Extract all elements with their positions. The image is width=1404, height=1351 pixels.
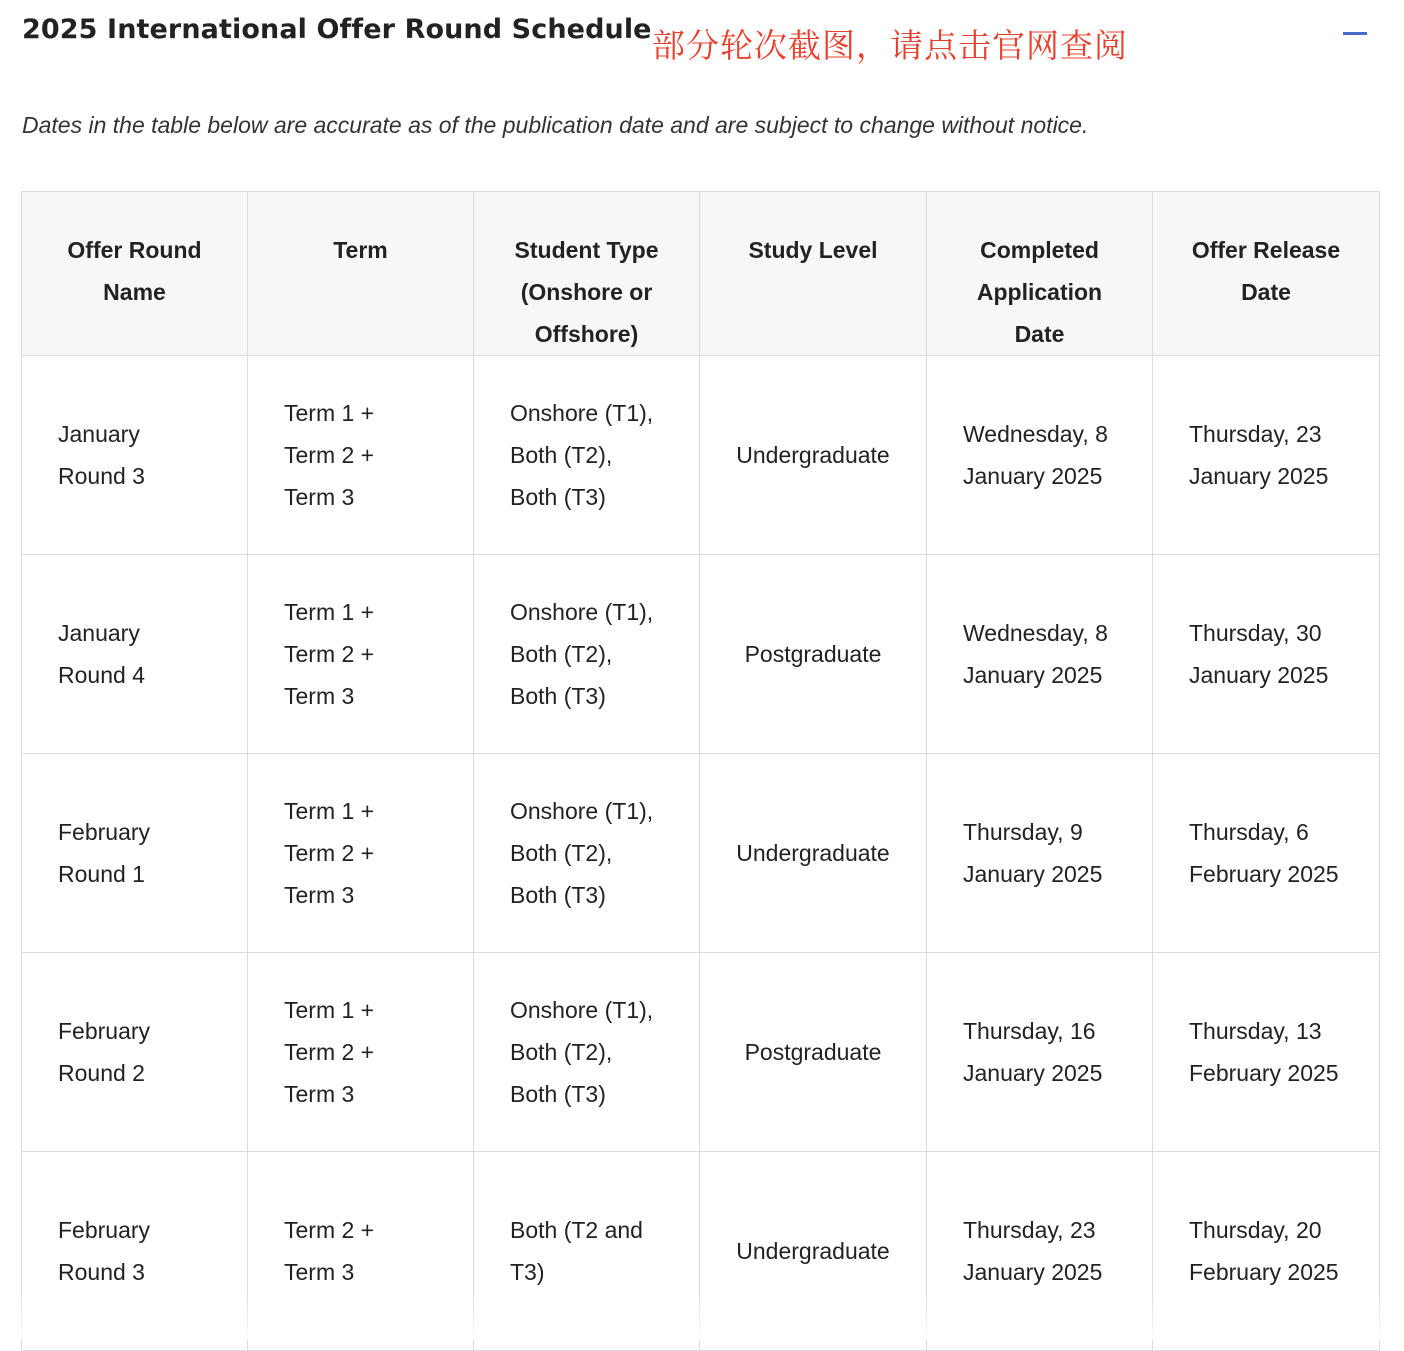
cell-student-type: Onshore (T1), Both (T2), Both (T3) (474, 754, 700, 953)
table-row (22, 356, 1380, 555)
cell-term: Term 2 + Term 3 (248, 1152, 474, 1351)
cell-completed-date: Thursday, 16 January 2025 (927, 953, 1153, 1152)
cell-completed-date: Thursday, 23 January 2025 (927, 1152, 1153, 1351)
cell-round-name: February Round 2 (22, 953, 248, 1152)
table-row (22, 555, 1380, 754)
cell-term: Term 1 + Term 2 + Term 3 (248, 555, 474, 754)
table-row (22, 953, 1380, 1152)
table-row (22, 754, 1380, 953)
cell-completed-date: Wednesday, 8 January 2025 (927, 555, 1153, 754)
cell-completed-date: Wednesday, 8 January 2025 (927, 356, 1153, 555)
cell-release-date: Thursday, 30 January 2025 (1153, 555, 1380, 754)
cell-student-type: Onshore (T1), Both (T2), Both (T3) (474, 953, 700, 1152)
cell-student-type: Both (T2 and T3) (474, 1152, 700, 1351)
cell-release-date: Thursday, 6 February 2025 (1153, 754, 1380, 953)
cell-study-level: Undergraduate (700, 754, 927, 953)
cell-release-date: Thursday, 23 January 2025 (1153, 356, 1380, 555)
header-completed-application-date: Completed Application Date (927, 192, 1153, 356)
table-row (22, 1152, 1380, 1351)
cell-release-date: Thursday, 13 February 2025 (1153, 953, 1380, 1152)
cell-round-name: January Round 3 (22, 356, 248, 555)
cell-term: Term 1 + Term 2 + Term 3 (248, 754, 474, 953)
minus-icon (1343, 32, 1367, 35)
cell-term: Term 1 + Term 2 + Term 3 (248, 953, 474, 1152)
header-term: Term (248, 192, 474, 356)
page-title: 2025 International Offer Round Schedule (22, 14, 652, 45)
screenshot-annotation: 部分轮次截图，请点击官网查阅 (652, 26, 1128, 65)
cell-student-type: Onshore (T1), Both (T2), Both (T3) (474, 356, 700, 555)
collapse-button[interactable] (1340, 22, 1370, 44)
table-header-row (22, 192, 1380, 356)
header-student-type: Student Type (Onshore or Offshore) (474, 192, 700, 356)
section-header (22, 0, 1382, 80)
cell-student-type: Onshore (T1), Both (T2), Both (T3) (474, 555, 700, 754)
cell-study-level: Undergraduate (700, 356, 927, 555)
header-offer-release-date: Offer Release Date (1153, 192, 1380, 356)
cell-study-level: Undergraduate (700, 1152, 927, 1351)
cell-study-level: Postgraduate (700, 555, 927, 754)
offer-round-table (21, 191, 1380, 1351)
cell-term: Term 1 + Term 2 + Term 3 (248, 356, 474, 555)
header-study-level: Study Level (700, 192, 927, 356)
cell-round-name: February Round 3 (22, 1152, 248, 1351)
header-offer-round-name: Offer Round Name (22, 192, 248, 356)
cell-round-name: February Round 1 (22, 754, 248, 953)
cell-round-name: January Round 4 (22, 555, 248, 754)
disclaimer-text: Dates in the table below are accurate as of the publication date and are subject to change without notice. (22, 112, 1089, 138)
cell-study-level: Postgraduate (700, 953, 927, 1152)
cell-completed-date: Thursday, 9 January 2025 (927, 754, 1153, 953)
cell-release-date: Thursday, 20 February 2025 (1153, 1152, 1380, 1351)
